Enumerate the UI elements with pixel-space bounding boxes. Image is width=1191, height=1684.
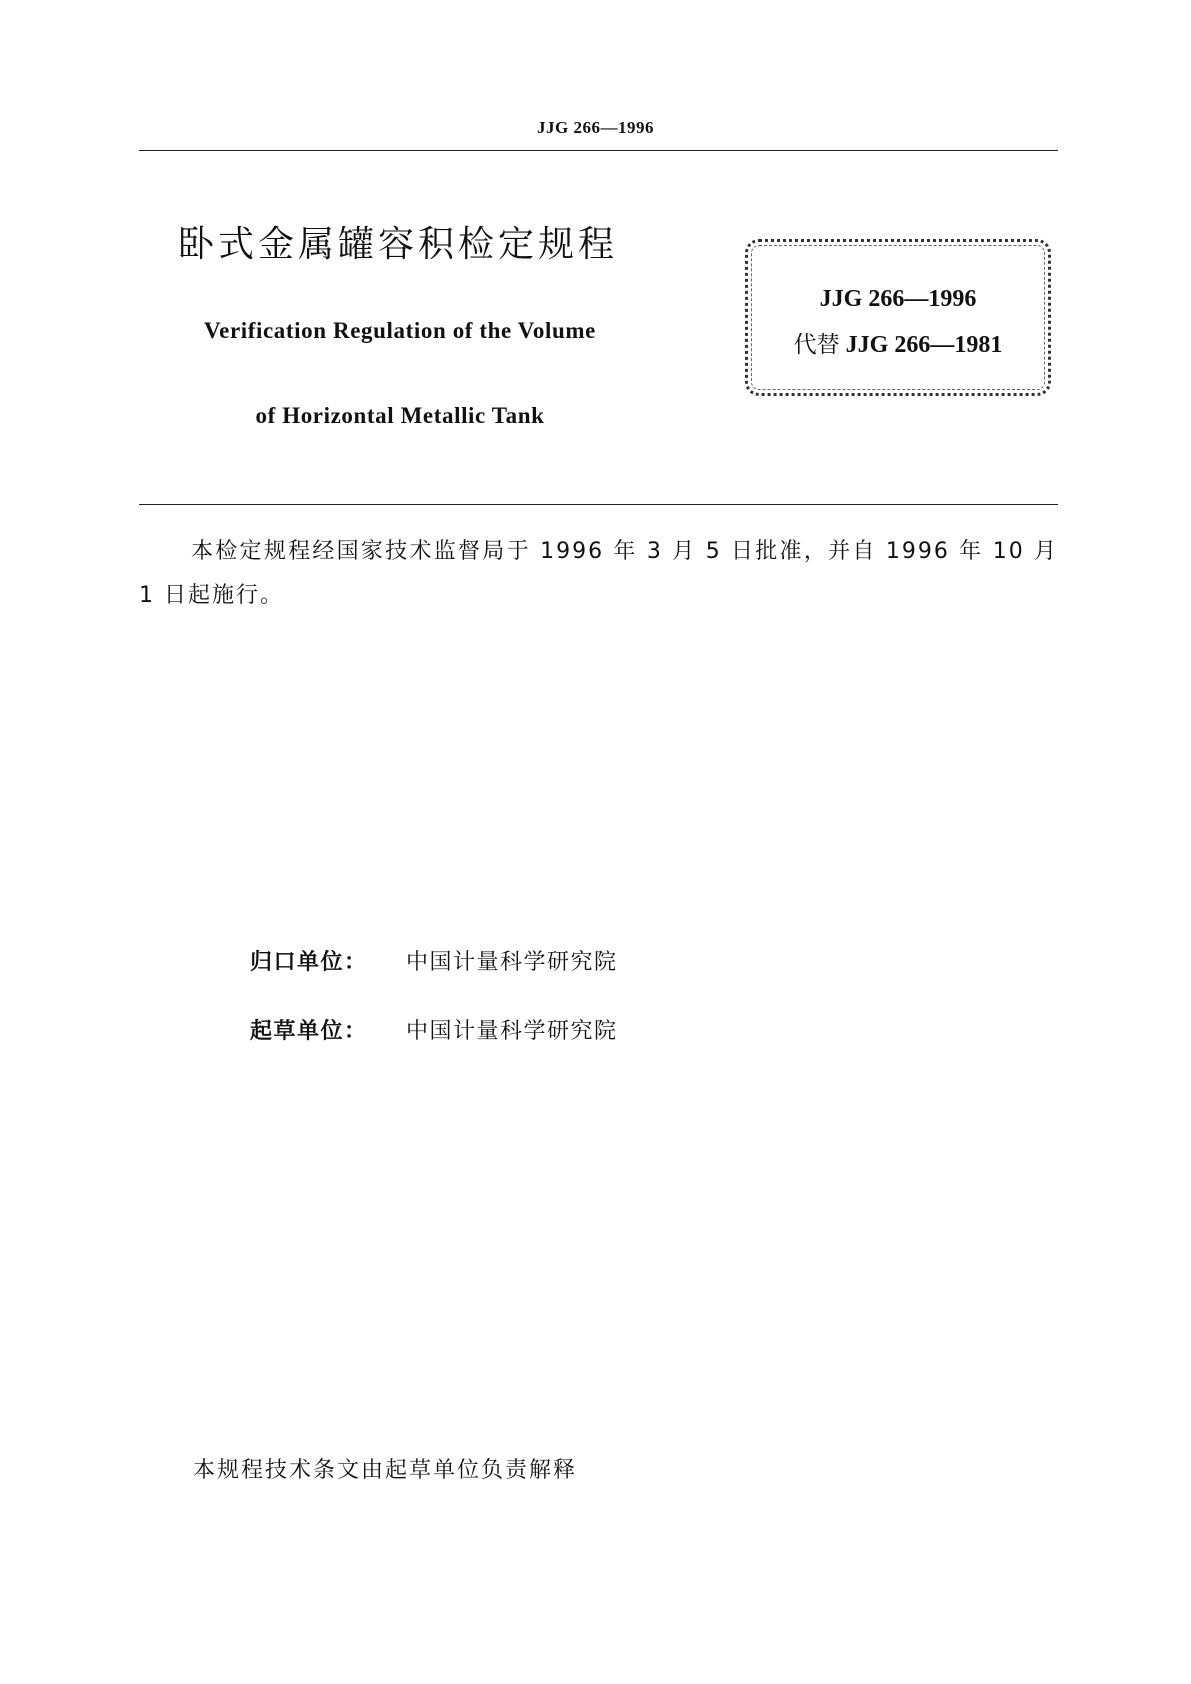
- replaces-prefix: 代替: [793, 332, 840, 358]
- standard-code-box: [745, 239, 1051, 396]
- unit-label: 归口单位：: [250, 950, 368, 975]
- title-english-line-2: of Horizontal Metallic Tank: [255, 403, 545, 428]
- approval-statement: 本检定规程经国家技术监督局于 1996 年 3 月 5 日批准，并自 1996 年 10 月 1 日起施行。: [139, 539, 1058, 608]
- interpretation-note: 本规程技术条文由起草单位负责解释: [193, 1458, 578, 1483]
- unit-row-drafting: [250, 1014, 618, 1045]
- unit-value: 中国计量科学研究院: [406, 1019, 618, 1044]
- replaced-code: JJG 266—1981: [845, 332, 1003, 358]
- replaces-line: [748, 326, 1048, 359]
- header-rule: [139, 150, 1058, 151]
- running-header-code: JJG 266—1996: [537, 118, 654, 137]
- title-english-line-1: Verification Regulation of the Volume: [204, 318, 596, 343]
- standard-code: JJG 266—1996: [819, 286, 977, 312]
- unit-value: 中国计量科学研究院: [406, 950, 618, 975]
- section-rule: [139, 504, 1058, 505]
- title-chinese: 卧式金属罐容积检定规程: [178, 224, 619, 265]
- unit-label: 起草单位：: [250, 1019, 368, 1044]
- unit-row-responsible: [250, 945, 618, 976]
